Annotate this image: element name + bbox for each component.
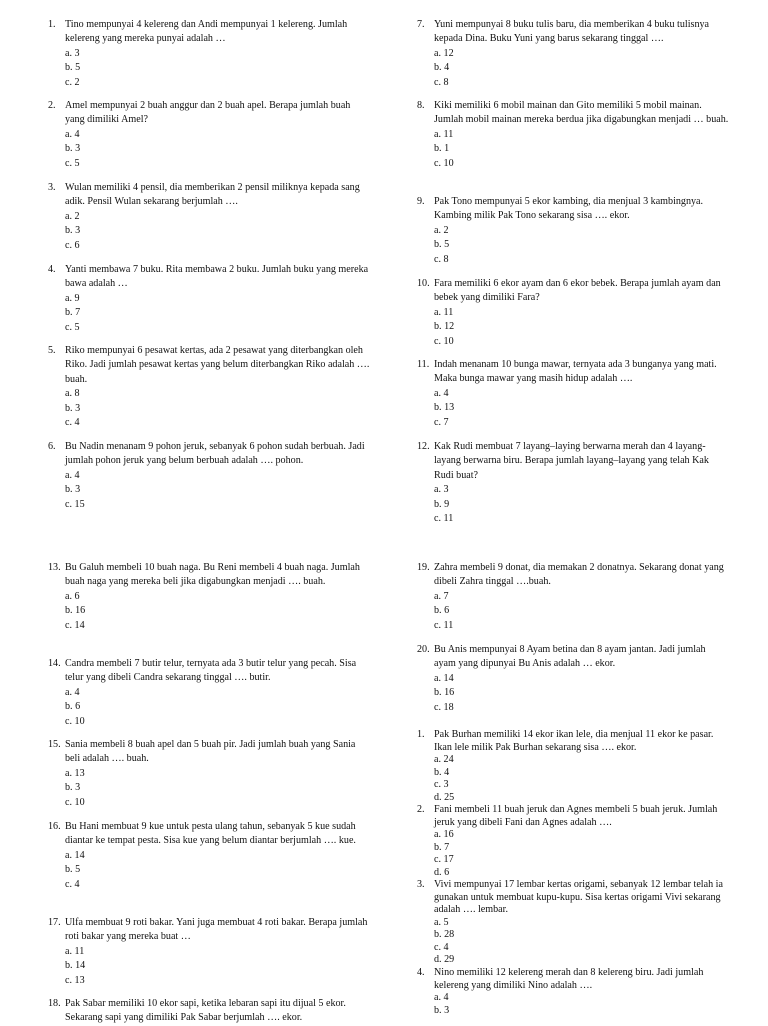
answer-options [417, 306, 729, 349]
question-number: 15. [48, 739, 61, 750]
answer-options [417, 917, 729, 967]
answer-option: a. 5 [434, 916, 449, 928]
question-item [417, 729, 729, 804]
answer-option: c. 3 [434, 779, 449, 790]
question-text: Kiki memiliki 6 mobil mainan dan Gito memiliki 5 mobil mainan. Jumlah mobil mainan mereka berdua jika digabungkan menjadi … buah. [434, 100, 729, 126]
answer-option: a. 4 [65, 686, 80, 698]
answer-options [417, 590, 729, 633]
question-text: Riko mempunyai 6 pesawat kertas, ada 2 pesawat yang diterbangkan oleh Riko. Jadi jumlah pesawat kertas yang belum diterbangkan Riko adalah …. buah. [65, 345, 370, 385]
answer-options [48, 469, 370, 512]
question-text: Vivi mempunyai 17 lembar kertas origami, sebanyak 12 lembar telah ia gunakan untuk membuat kupu-kupu. Sisa kertas origami Vivi sekarang adalah …. lembar. [434, 879, 723, 915]
answer-option: b. 3 [65, 484, 81, 496]
question-number: 2. [417, 804, 425, 815]
question-text: Bu Nadin menanam 9 pohon jeruk, sebanyak 6 pohon sudah berbuah. Jadi jumlah pohon jeruk yang belum berbuah adalah …. pohon. [65, 441, 365, 467]
question-number: 6. [48, 441, 56, 452]
answer-option: a. 9 [65, 292, 80, 304]
question-text: Candra membeli 7 butir telur, ternyata ada 3 butir telur yang pecah. Sisa telur yang dibeli Candra sekarang tinggal …. butir. [65, 658, 357, 684]
question-number: 17. [48, 917, 61, 928]
answer-options [48, 849, 370, 892]
question-stem [417, 561, 729, 590]
answer-option: a. 3 [65, 47, 80, 59]
question-number: 3. [48, 182, 56, 193]
question-text: Fani membeli 11 buah jeruk dan Agnes membeli 5 buah jeruk. Jumlah jeruk yang dibeli Fani dan Agnes adalah …. [434, 804, 718, 828]
question-stem [48, 738, 370, 767]
question-stem [48, 99, 370, 128]
answer-option: b. 3 [434, 1004, 450, 1016]
question-stem [48, 561, 370, 590]
answer-options [417, 672, 729, 715]
question-text: Fara memiliki 6 ekor ayam dan 6 ekor bebek. Berapa jumlah ayam dan bebek yang dimiliki Fara? [434, 278, 721, 304]
question-number: 20. [417, 644, 430, 655]
question-item [48, 916, 370, 988]
answer-option: b. 6 [65, 701, 81, 713]
question-stem [48, 916, 370, 945]
question-stem [48, 657, 370, 686]
question-stem [48, 344, 370, 387]
answer-option: c. 4 [65, 417, 80, 429]
question-item [48, 181, 370, 253]
question-stem [48, 440, 370, 469]
question-text: Bu Hani membuat 9 kue untuk pesta ulang tahun, sebanyak 5 kue sudah diantar ke tempat pesta. Sisa kue yang belum diantar berjumlah …. kue. [65, 821, 356, 847]
answer-option: c. 10 [434, 157, 454, 169]
question-text: Yanti membawa 7 buku. Rita membawa 2 buku. Jumlah buku yang mereka bawa adalah … [65, 264, 369, 290]
question-item [417, 358, 729, 430]
question-number: 9. [417, 196, 425, 207]
answer-options [417, 992, 729, 1017]
question-item [48, 344, 370, 430]
answer-option: c. 5 [65, 157, 80, 169]
question-item [48, 561, 370, 633]
question-item [417, 99, 729, 171]
question-stem [48, 181, 370, 210]
answer-option: b. 3 [65, 402, 81, 414]
question-item [417, 440, 729, 526]
answer-option: d. 25 [434, 791, 455, 803]
question-text: Kak Rudi membuat 7 layang–laying berwarna merah dan 4 layang-layang berwarna biru. Berapa jumlah layang–layang yang telah Kak Rudi buat? [434, 441, 709, 481]
answer-options [48, 128, 370, 171]
answer-option: c. 10 [65, 796, 85, 808]
answer-option: b. 7 [65, 307, 81, 319]
question-stem [417, 99, 729, 128]
question-text: Pak Sabar memiliki 10 ekor sapi, ketika lebaran sapi itu dijual 5 ekor. Sekarang sapi yang dimiliki Pak Sabar berjumlah …. ekor. [65, 998, 346, 1024]
question-text: Tino mempunyai 4 kelereng dan Andi mempunyai 1 kelereng. Jumlah kelereng yang mereka punyai adalah … [65, 19, 348, 45]
answer-option: b. 3 [65, 143, 81, 155]
answer-option: c. 10 [434, 335, 454, 347]
answer-options [48, 590, 370, 633]
answer-option: a. 14 [434, 672, 454, 684]
answer-option: b. 16 [434, 687, 455, 699]
answer-options [48, 945, 370, 988]
question-item [48, 738, 370, 810]
question-number: 7. [417, 19, 425, 30]
question-item [417, 277, 729, 349]
answer-option: a. 16 [434, 829, 454, 840]
question-number: 16. [48, 821, 61, 832]
answer-options [417, 387, 729, 430]
answer-option: c. 17 [434, 854, 454, 865]
answer-options [417, 754, 729, 804]
question-item [417, 561, 729, 633]
answer-option: b. 4 [434, 766, 450, 778]
answer-option: a. 4 [65, 128, 80, 140]
question-item [417, 879, 729, 967]
question-number: 1. [48, 19, 56, 30]
question-item [48, 263, 370, 335]
question-item [48, 997, 370, 1026]
question-text: Bu Galuh membeli 10 buah naga. Bu Reni membeli 4 buah naga. Jumlah buah naga yang mereka beli jika digabungkan menjadi …. buah. [65, 562, 360, 588]
answer-option: c. 4 [65, 878, 80, 890]
answer-option: b. 14 [65, 960, 86, 972]
question-number: 12. [417, 441, 430, 452]
question-number: 5. [48, 345, 56, 356]
question-stem [417, 967, 729, 992]
question-text: Sania membeli 8 buah apel dan 5 buah pir. Jadi jumlah buah yang Sania beli adalah …. buah. [65, 739, 356, 765]
question-text: Pak Tono mempunyai 5 ekor kambing, dia menjual 3 kambingnya. Kambing milik Pak Tono sekarang sisa …. ekor. [434, 196, 704, 222]
answer-option: b. 5 [65, 864, 81, 876]
question-item [417, 195, 729, 267]
question-number: 11. [417, 359, 430, 370]
question-stem [417, 277, 729, 306]
answer-option: a. 4 [434, 387, 449, 399]
question-stem [417, 879, 729, 917]
question-text: Ulfa membuat 9 roti bakar. Yani juga membuat 4 roti bakar. Berapa jumlah roti bakar yang mereka buat … [65, 917, 368, 943]
question-number: 10. [417, 278, 430, 289]
question-stem [417, 643, 729, 672]
question-stem [48, 18, 370, 47]
answer-option: c. 8 [434, 253, 449, 265]
answer-option: b. 3 [65, 782, 81, 794]
question-text: Zahra membeli 9 donat, dia memakan 2 donatnya. Sekarang donat yang dibeli Zahra tinggal ….buah. [434, 562, 724, 588]
question-item [417, 18, 729, 90]
answer-option: b. 9 [434, 498, 450, 510]
answer-options [417, 224, 729, 267]
question-text: Yuni mempunyai 8 buku tulis baru, dia memberikan 4 buku tulisnya kepada Dina. Buku Yuni yang barus sekarang tinggal …. [434, 19, 710, 45]
answer-option: a. 7 [434, 590, 449, 602]
question-number: 19. [417, 562, 430, 573]
question-text: Nino memiliki 12 kelereng merah dan 8 kelereng biru. Jadi jumlah kelereng yang dimiliki Nino adalah …. [434, 967, 704, 991]
answer-options [417, 829, 729, 879]
question-item [48, 820, 370, 892]
answer-option: b. 16 [65, 605, 86, 617]
answer-options [48, 47, 370, 90]
question-number: 14. [48, 658, 61, 669]
question-text: Indah menanam 10 bunga mawar, ternyata ada 3 bunganya yang mati. Maka bunga mawar yang masih hidup adalah …. [434, 359, 717, 385]
question-stem [417, 729, 729, 754]
question-stem [417, 18, 729, 47]
answer-option: c. 14 [65, 619, 85, 631]
question-number: 8. [417, 100, 425, 111]
answer-option: b. 28 [434, 929, 455, 940]
question-stem [417, 358, 729, 387]
answer-option: a. 14 [65, 849, 85, 861]
question-text: Bu Anis mempunyai 8 Ayam betina dan 8 ayam jantan. Jadi jumlah ayam yang dipunyai Bu Anis adalah … ekor. [434, 644, 706, 670]
answer-option: a. 11 [434, 306, 454, 318]
question-item [48, 657, 370, 729]
answer-option: a. 12 [434, 47, 454, 59]
question-item [48, 18, 370, 90]
answer-options [48, 292, 370, 335]
answer-option: a. 4 [434, 992, 449, 1003]
question-item [417, 967, 729, 1017]
answer-option: c. 11 [434, 619, 454, 631]
answer-option: d. 29 [434, 954, 455, 965]
question-text: Amel mempunyai 2 buah anggur dan 2 buah apel. Berapa jumlah buah yang dimiliki Amel? [65, 100, 351, 126]
question-stem [48, 820, 370, 849]
answer-option: a. 6 [65, 590, 80, 602]
answer-option: a. 2 [65, 210, 80, 222]
question-text: Wulan memiliki 4 pensil, dia memberikan 2 pensil miliknya kepada sang adik. Pensil Wulan sekarang berjumlah …. [65, 182, 360, 208]
question-item [417, 804, 729, 879]
answer-option: c. 6 [65, 239, 80, 251]
answer-option: c. 4 [434, 941, 449, 953]
answer-option: a. 11 [65, 945, 85, 957]
question-item [48, 99, 370, 171]
question-number: 18. [48, 998, 61, 1009]
question-text: Pak Burhan memiliki 14 ekor ikan lele, dia menjual 11 ekor ke pasar. Ikan lele milik Pak Burhan sekarang sisa …. ekor. [434, 729, 714, 753]
answer-option: b. 4 [434, 62, 450, 74]
answer-option: b. 1 [434, 143, 450, 155]
answer-option: c. 10 [65, 715, 85, 727]
answer-options [417, 483, 729, 526]
question-stem [48, 997, 370, 1026]
question-item [48, 440, 370, 512]
answer-option: a. 8 [65, 388, 80, 400]
answer-option: b. 3 [65, 225, 81, 237]
answer-options [48, 387, 370, 430]
answer-option: b. 7 [434, 841, 450, 853]
question-stem [48, 263, 370, 292]
answer-option: b. 12 [434, 321, 455, 333]
question-item [417, 643, 729, 715]
question-stem [417, 195, 729, 224]
question-number: 13. [48, 562, 61, 573]
answer-option: c. 13 [65, 974, 85, 986]
answer-option: b. 5 [65, 62, 81, 74]
question-number: 4. [417, 967, 425, 978]
answer-options [48, 686, 370, 729]
answer-option: a. 3 [434, 484, 449, 496]
answer-option: a. 4 [65, 469, 80, 481]
answer-option: a. 2 [434, 224, 449, 236]
answer-option: a. 13 [65, 767, 85, 779]
question-number: 4. [48, 264, 56, 275]
answer-option: c. 15 [65, 498, 85, 510]
answer-option: c. 11 [434, 513, 454, 525]
answer-option: c. 7 [434, 416, 449, 428]
answer-option: c. 8 [434, 76, 449, 88]
question-number: 2. [48, 100, 56, 111]
answer-option: b. 6 [434, 605, 450, 617]
question-stem [417, 804, 729, 829]
answer-option: b. 5 [434, 239, 450, 251]
answer-options [417, 128, 729, 171]
answer-options [417, 47, 729, 90]
answer-options [48, 210, 370, 253]
question-stem [417, 440, 729, 483]
answer-options [48, 767, 370, 810]
answer-option: a. 11 [434, 128, 454, 140]
answer-option: b. 13 [434, 402, 455, 414]
question-number: 1. [417, 729, 425, 740]
answer-option: d. 6 [434, 866, 450, 878]
answer-option: c. 2 [65, 76, 80, 88]
answer-option: a. 24 [434, 754, 454, 765]
answer-option: c. 5 [65, 321, 80, 333]
answer-option: c. 18 [434, 701, 454, 713]
question-number: 3. [417, 879, 425, 890]
